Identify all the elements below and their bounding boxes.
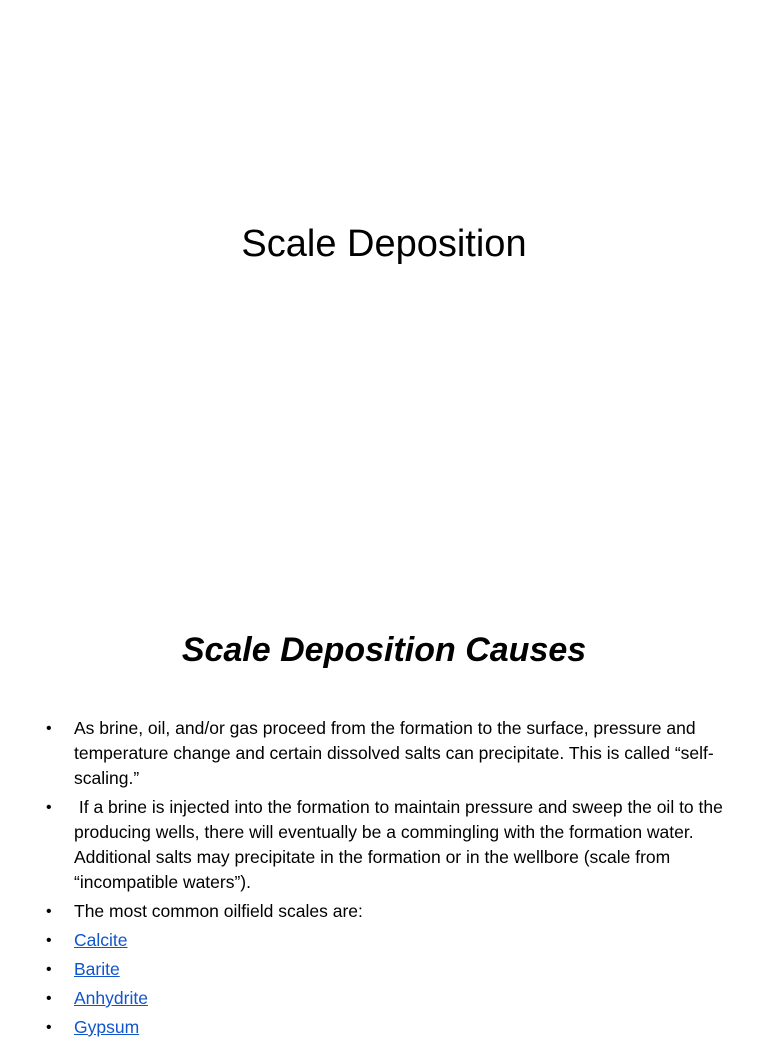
content-slide	[0, 576, 768, 1037]
bullet-icon: •	[46, 990, 52, 1007]
bullet-item	[46, 795, 736, 895]
bullet-text: As brine, oil, and/or gas proceed from the formation to the surface, pressure and temperature change and certain dissolved salts can precipitate. This is called “self-scaling.”	[74, 718, 714, 788]
bullet-icon: •	[46, 932, 52, 949]
bullet-list	[46, 716, 736, 1044]
bullet-text: If a brine is injected into the formation to maintain pressure and sweep the oil to the producing wells, there will eventually be a commingling with the formation water. Additional salts may precipitate in the formation or in the wellbore (scale from “incompatible waters”).	[74, 797, 728, 892]
barite-link[interactable]: Barite	[74, 959, 120, 979]
bullet-item	[46, 716, 736, 791]
bullet-item-gypsum	[46, 1015, 736, 1040]
bullet-item-barite	[46, 957, 736, 982]
bullet-item	[46, 899, 736, 924]
bullet-icon: •	[46, 720, 52, 737]
bullet-text: The most common oilfield scales are:	[74, 901, 363, 921]
slide-heading: Scale Deposition Causes	[181, 631, 587, 669]
bullet-icon: •	[46, 799, 52, 816]
bullet-icon: •	[46, 903, 52, 920]
bullet-icon: •	[46, 1019, 52, 1036]
bullet-icon: •	[46, 961, 52, 978]
gypsum-link[interactable]: Gypsum	[74, 1017, 140, 1037]
calcite-link[interactable]: Calcite	[74, 930, 128, 950]
anhydrite-link[interactable]: Anhydrite	[74, 988, 148, 1008]
slide-title: Scale Deposition	[241, 223, 527, 265]
bullet-item-anhydrite	[46, 986, 736, 1011]
bullet-item-calcite	[46, 928, 736, 953]
